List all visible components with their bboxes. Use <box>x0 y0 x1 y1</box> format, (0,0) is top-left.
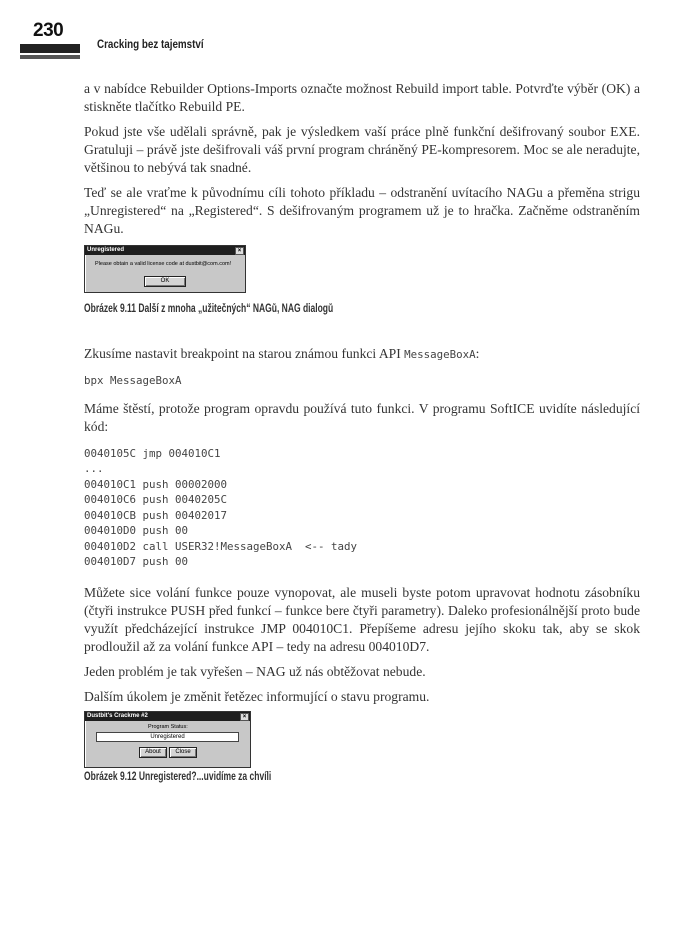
figure-caption: Obrázek 9.12 Unregistered?...uvidíme za chvíli <box>84 770 272 783</box>
code-line: 004010D7 push 00 <box>84 555 189 568</box>
figure-9-11 <box>84 245 640 303</box>
paragraph-rebuild: a v nabídce Rebuilder Options-Imports označte možnost Rebuild import table. Potvrďte výběr (OK) a stiskněte tlačítko Rebuild PE. <box>84 81 640 114</box>
status-field: Unregistered <box>96 732 239 742</box>
figure-caption: Obrázek 9.11 Další z mnoha „užitečných“ NAGů, NAG dialogů <box>84 303 334 315</box>
unregistered-dialog <box>84 245 246 293</box>
header-bar-secondary <box>20 55 80 59</box>
code-listing <box>84 446 640 570</box>
figure-9-12 <box>84 711 640 771</box>
crackme-dialog <box>84 711 251 768</box>
paragraph-result: Pokud jste vše udělali správně, pak je výsledkem vaší práce plně funkční dešifrovaný soubor EXE. Gratuluji – právě jste dešifrovali váš první program chráněný PE-kompresorem. Moc se ale neradujte, většinou to nebývá tak snadné. <box>84 124 640 175</box>
dialog-title: Dustbit's Crackme #2 <box>87 712 148 719</box>
breakpoint-suffix: : <box>475 346 480 361</box>
ok-button[interactable]: OK <box>144 276 186 287</box>
paragraph-solved: Jeden problém je tak vyřešen – NAG už nás obtěžovat nebude. <box>84 663 426 679</box>
close-icon[interactable]: × <box>240 713 249 721</box>
code-line: 004010C6 push 0040205C <box>84 493 228 506</box>
code-line: 004010D0 push 00 <box>84 524 189 537</box>
breakpoint-text: Zkusíme nastavit breakpoint na starou známou funkci API <box>84 346 405 361</box>
code-line: 0040105C jmp 004010C1 <box>84 446 221 460</box>
close-button[interactable]: Close <box>169 747 197 758</box>
header-bar <box>20 44 80 53</box>
close-icon[interactable]: × <box>235 247 244 255</box>
dialog-title-bar <box>85 712 250 721</box>
about-button[interactable]: About <box>139 747 167 758</box>
code-bpx: bpx MessageBoxA <box>84 374 182 387</box>
status-label: Program Status: <box>148 723 188 730</box>
dialog-title-bar <box>85 246 245 255</box>
inline-code: MessageBoxA <box>404 348 476 361</box>
paragraph-nop: Můžete sice volání funkce pouze vynopovat, ale museli byste potom upravovat hodnotu zásobníku (čtyři instrukce PUSH před funkcí – funkce bere čtyři parametry). Daleko profesionálnější proto bude využít předcházející instrukce JMP 004010C1. Přepíšeme adresu jejího skoku tak, aby se skok prodloužil až za volání funkce API – tedy na adresu 004010D7. <box>84 584 640 654</box>
code-line: 004010D2 call USER32!MessageBoxA <-- tady <box>84 539 358 553</box>
paragraph-softice: Máme štěstí, protože program opravdu používá tuto funkci. V programu SoftICE uvidíte následující kód: <box>84 400 640 434</box>
dialog-title: Unregistered <box>87 247 125 253</box>
dialog-message: Please obtain a valid license code at dustbit@com.com! <box>95 261 232 267</box>
paragraph-next-task: Dalším úkolem je změnit řetězec informující o stavu programu. <box>84 688 430 704</box>
code-line: ... <box>84 462 104 475</box>
page-content <box>84 80 640 783</box>
paragraph-breakpoint <box>84 345 640 363</box>
running-header: Cracking bez tajemství <box>97 37 204 51</box>
paragraph-nag-goal: Teď se ale vraťme k původnímu cíli tohoto příkladu – odstranění uvítacího NAGu a přeměna strigu „Unregistered“ na „Registered“. S dešifrovaným programem už je to hračka. Začněme odstraněním NAGu. <box>84 185 640 236</box>
code-line: 004010CB push 00402017 <box>84 508 228 522</box>
code-line: 004010C1 push 00002000 <box>84 477 228 491</box>
page-number: 230 <box>33 20 64 41</box>
